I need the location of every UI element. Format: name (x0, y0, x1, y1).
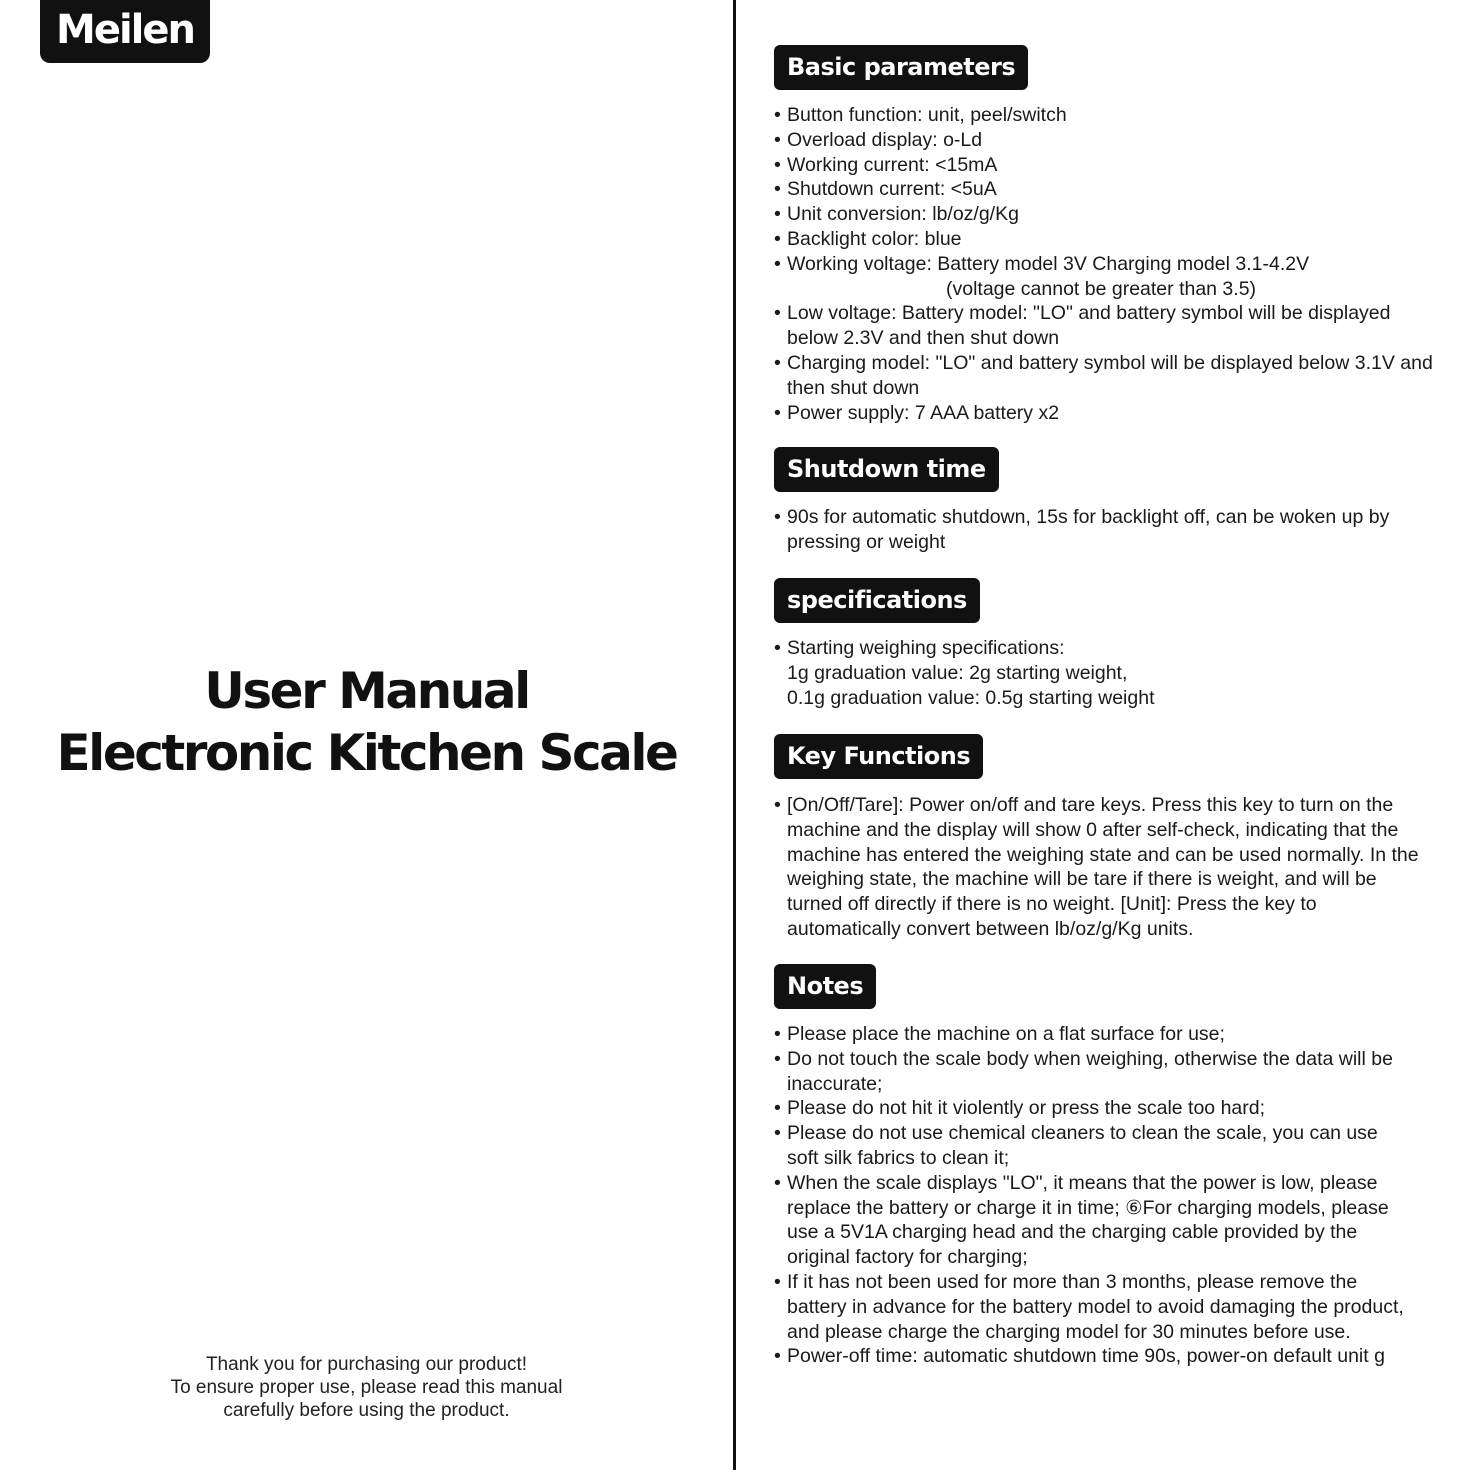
specifications-heading: specifications (774, 578, 980, 623)
notes-heading: Notes (774, 964, 876, 1009)
list-item: • Charging model: "LO" and battery symbol will be displayed below 3.1V and then shut down (774, 351, 1454, 401)
manual-title-line-1: User Manual (204, 662, 529, 720)
basic-parameters-heading: Basic parameters (774, 45, 1028, 90)
key-functions-list (774, 793, 1454, 942)
list-item: • Please do not use chemical cleaners to clean the scale, you can use soft silk fabrics to clean it; (774, 1121, 1454, 1171)
brand-logo: Meilen (40, 0, 210, 63)
thank-you-line-1: Thank you for purchasing our product! (205, 1354, 528, 1375)
list-item: • [On/Off/Tare]: Power on/off and tare keys. Press this key to turn on the machine and the display will show 0 after self-check, indicating that the machine has entered the weighing state and can be used normally. In the weighing state, the machine will be tare if there is weight, and will be turned off directly if there is no weight. [Unit]: Press the key to automatically convert between lb/oz/g/Kg units. (774, 793, 1454, 942)
list-item: • Do not touch the scale body when weighing, otherwise the data will be inaccurate; (774, 1047, 1454, 1097)
thank-you-note (0, 1353, 733, 1422)
shutdown-time-heading: Shutdown time (774, 447, 999, 492)
basic-parameters-list (774, 103, 1454, 425)
list-item: • Backlight color: blue (774, 227, 1454, 252)
list-item: • Overload display: o-Ld (774, 128, 1454, 153)
thank-you-line-3: carefully before using the product. (223, 1400, 510, 1421)
manual-title-line-2: Electronic Kitchen Scale (56, 724, 677, 782)
specifications-list (774, 636, 1454, 710)
specs-page (736, 0, 1463, 1470)
manual-title (0, 660, 733, 784)
list-item: • When the scale displays "LO", it means that the power is low, please replace the battery or charge it in time; ⑥For charging models, please use a 5V1A charging head and the charging cable provided by the original factory for charging; (774, 1171, 1454, 1270)
list-item: • Shutdown current: <5uA (774, 177, 1454, 202)
list-item: • 90s for automatic shutdown, 15s for backlight off, can be woken up by pressing or weight (774, 505, 1454, 555)
list-item: • Please do not hit it violently or press the scale too hard; (774, 1096, 1454, 1121)
list-item: • Low voltage: Battery model: "LO" and battery symbol will be displayed below 2.3V and then shut down (774, 301, 1454, 351)
list-item: • Power-off time: automatic shutdown time 90s, power-on default unit g (774, 1344, 1454, 1369)
list-item: • Unit conversion: lb/oz/g/Kg (774, 202, 1454, 227)
list-item: • Power supply: 7 AAA battery x2 (774, 401, 1454, 426)
shutdown-time-list (774, 505, 1454, 555)
list-item: • If it has not been used for more than 3 months, please remove the battery in advance for the battery model to avoid damaging the product, and please charge the charging model for 30 minutes before use. (774, 1270, 1454, 1344)
thank-you-line-2: To ensure proper use, please read this manual (170, 1377, 563, 1398)
list-item: • Working current: <15mA (774, 153, 1454, 178)
list-item: • Starting weighing specifications: 1g graduation value: 2g starting weight, 0.1g graduation value: 0.5g starting weight (774, 636, 1454, 710)
list-item: • Working voltage: Battery model 3V Charging model 3.1-4.2V (voltage cannot be greater than 3.5) (774, 252, 1454, 302)
notes-list (774, 1022, 1454, 1369)
key-functions-heading: Key Functions (774, 734, 983, 779)
list-item: • Please place the machine on a flat surface for use; (774, 1022, 1454, 1047)
list-item: • Button function: unit, peel/switch (774, 103, 1454, 128)
